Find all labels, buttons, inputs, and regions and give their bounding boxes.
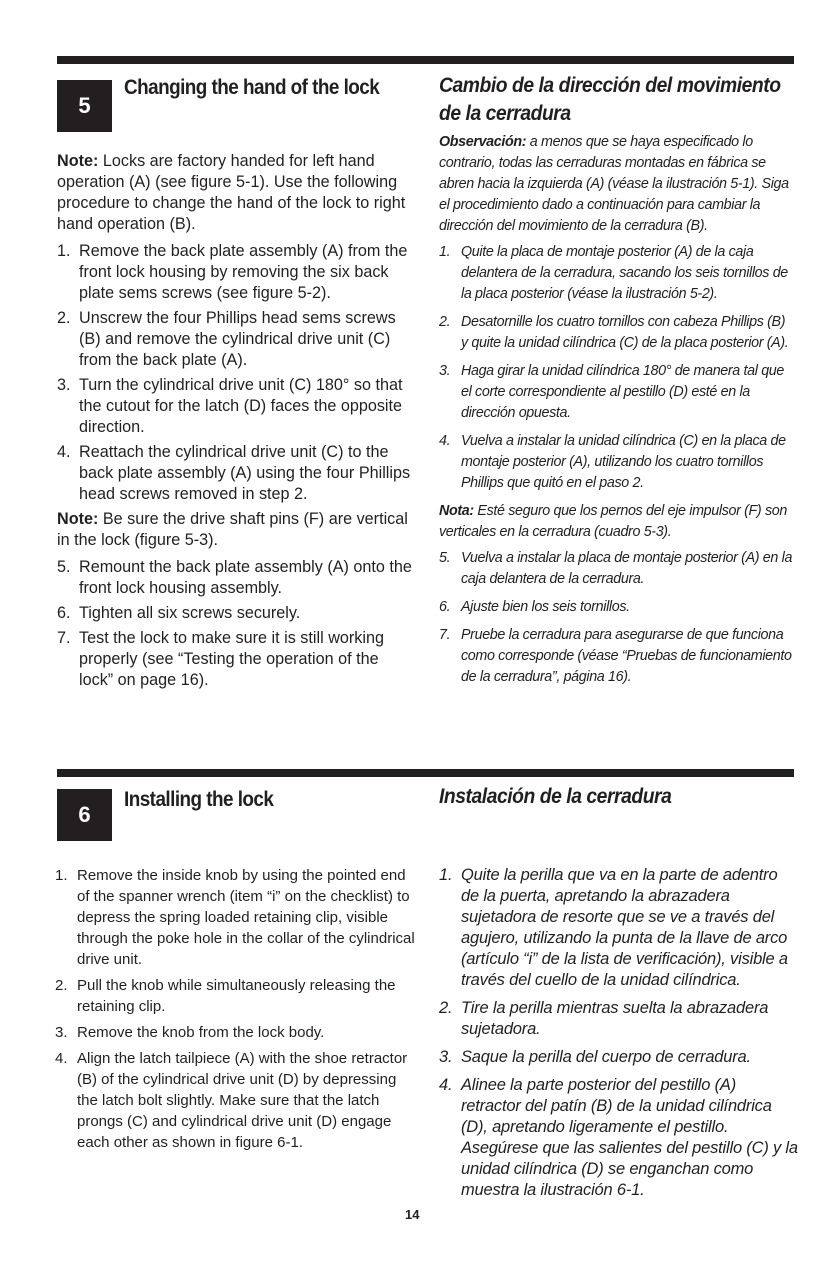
list-item: 4. Vuelva a instalar la unidad cilíndrica (C) en la placa de montaje posterior (A), utilizando los cuatro tornillos Phillips que quitó en el paso 2. (439, 433, 786, 491)
note: Note: Locks are factory handed for left hand operation (A) (see figure 5-1). Use the following procedure to change the hand of the lock to right hand operation (B). (57, 152, 406, 233)
section-divider (57, 769, 794, 777)
list-item: 3. Remove the knob from the lock body. (55, 1024, 325, 1041)
list-item: 5. Vuelva a instalar la placa de montaje posterior (A) en la caja delantera de la cerradura. (439, 550, 793, 587)
list-item: 2. Pull the knob while simultaneously releasing the retaining clip. (55, 977, 396, 1015)
spanish-column (439, 865, 799, 1208)
list-item: 4. Alinee la parte posterior del pestillo (A) retractor del patín (B) de la unidad cilíndrica (D), apretando ligeramente el pestillo. Asegúrese que las salientes del pestillo (C) y la unidad cilíndrica (D) se enganchan como muestra la ilustración 6-1. (439, 1076, 798, 1199)
section-title-es: Cambio de la dirección del movimiento de la cerradura (439, 74, 781, 125)
list-item: 6. Ajuste bien los seis tornillos. (439, 599, 630, 615)
section-title-en: Installing the lock (124, 788, 274, 811)
note: Nota: Esté seguro que los pernos del eje impulsor (F) son verticales en la cerradura (cuadro 5-3). (439, 503, 787, 540)
list-item: 1. Quite la perilla que va en la parte de adentro de la puerta, apretando la abrazadera sujetadora de resorte que se ve a través del agujero, utilizando la punta de la llave de arco (artículo “i” de la lista de verificación), visible a través del cuello de la unidad cilíndrica. (439, 866, 788, 989)
list-item: 7. Test the lock to make sure it is still working properly (see “Testing the operation of the lock” on page 16). (57, 629, 384, 689)
page-number: 14 (405, 1207, 420, 1222)
list-item: 1. Remove the back plate assembly (A) from the front lock housing by removing the six back plate sems screws (see figure 5-2). (57, 242, 408, 302)
list-item: 2. Unscrew the four Phillips head sems screws (B) and remove the cylindrical drive unit (C) from the back plate (A). (57, 309, 396, 369)
list-item: 3. Haga girar la unidad cilíndrica 180° de manera tal que el corte correspondiente al pestillo (D) esté en la dirección opuesta. (439, 363, 785, 421)
english-column (55, 865, 415, 1158)
list-item: 1. Quite la placa de montaje posterior (A) de la caja delantera de la cerradura, sacando los seis tornillos de la placa posterior (véase la ilustración 5-2). (439, 244, 788, 302)
list-item: 2. Desatornille los cuatro tornillos con cabeza Phillips (B) y quite la unidad cilíndrica (C) de la placa posterior (A). (439, 314, 789, 351)
section-title-en: Changing the hand of the lock (124, 76, 380, 99)
list-item: 5. Remount the back plate assembly (A) onto the front lock housing assembly. (57, 558, 412, 597)
step-number-badge: 6 (57, 789, 112, 841)
list-item: 2. Tire la perilla mientras suelta la abrazadera sujetadora. (439, 999, 769, 1038)
list-item: 3. Turn the cylindrical drive unit (C) 180° so that the cutout for the latch (D) faces the opposite direction. (57, 376, 403, 436)
list-item: 1. Remove the inside knob by using the pointed end of the spanner wrench (item “i” on the checklist) to depress the spring loaded retaining clip, visible through the poke hole in the collar of the cylindrical drive unit. (55, 867, 415, 968)
note: Observación: a menos que se haya especificado lo contrario, todas las cerraduras montadas en fábrica se abren hacia la izquierda (A) (véase la ilustración 5-1). Siga el procedimiento dado a continuación para cambiar la dirección del movimiento de la cerradura (B). (439, 134, 789, 234)
note: Note: Be sure the drive shaft pins (F) are vertical in the lock (figure 5-3). (57, 510, 408, 549)
section-title-es: Instalación de la cerradura (439, 785, 672, 808)
list-item: 4. Reattach the cylindrical drive unit (C) to the back plate assembly (A) using the four Phillips head screws removed in step 2. (57, 443, 411, 503)
spanish-column (439, 132, 795, 695)
list-item: 6. Tighten all six screws securely. (57, 604, 301, 622)
list-item: 3. Saque la perilla del cuerpo de cerradura. (439, 1048, 751, 1066)
step-number-badge: 5 (57, 80, 112, 132)
section-divider (57, 56, 794, 64)
english-column (57, 151, 413, 695)
list-item: 7. Pruebe la cerradura para asegurarse de que funciona como corresponde (véase “Pruebas de funcionamiento de la cerradura”, página 16). (439, 627, 792, 685)
list-item: 4. Align the latch tailpiece (A) with the shoe retractor (B) of the cylindrical drive unit (D) by depressing the latch bolt slightly. Make sure that the latch prongs (C) and cylindrical drive unit (D) engage each other as shown in figure 6-1. (55, 1050, 408, 1151)
